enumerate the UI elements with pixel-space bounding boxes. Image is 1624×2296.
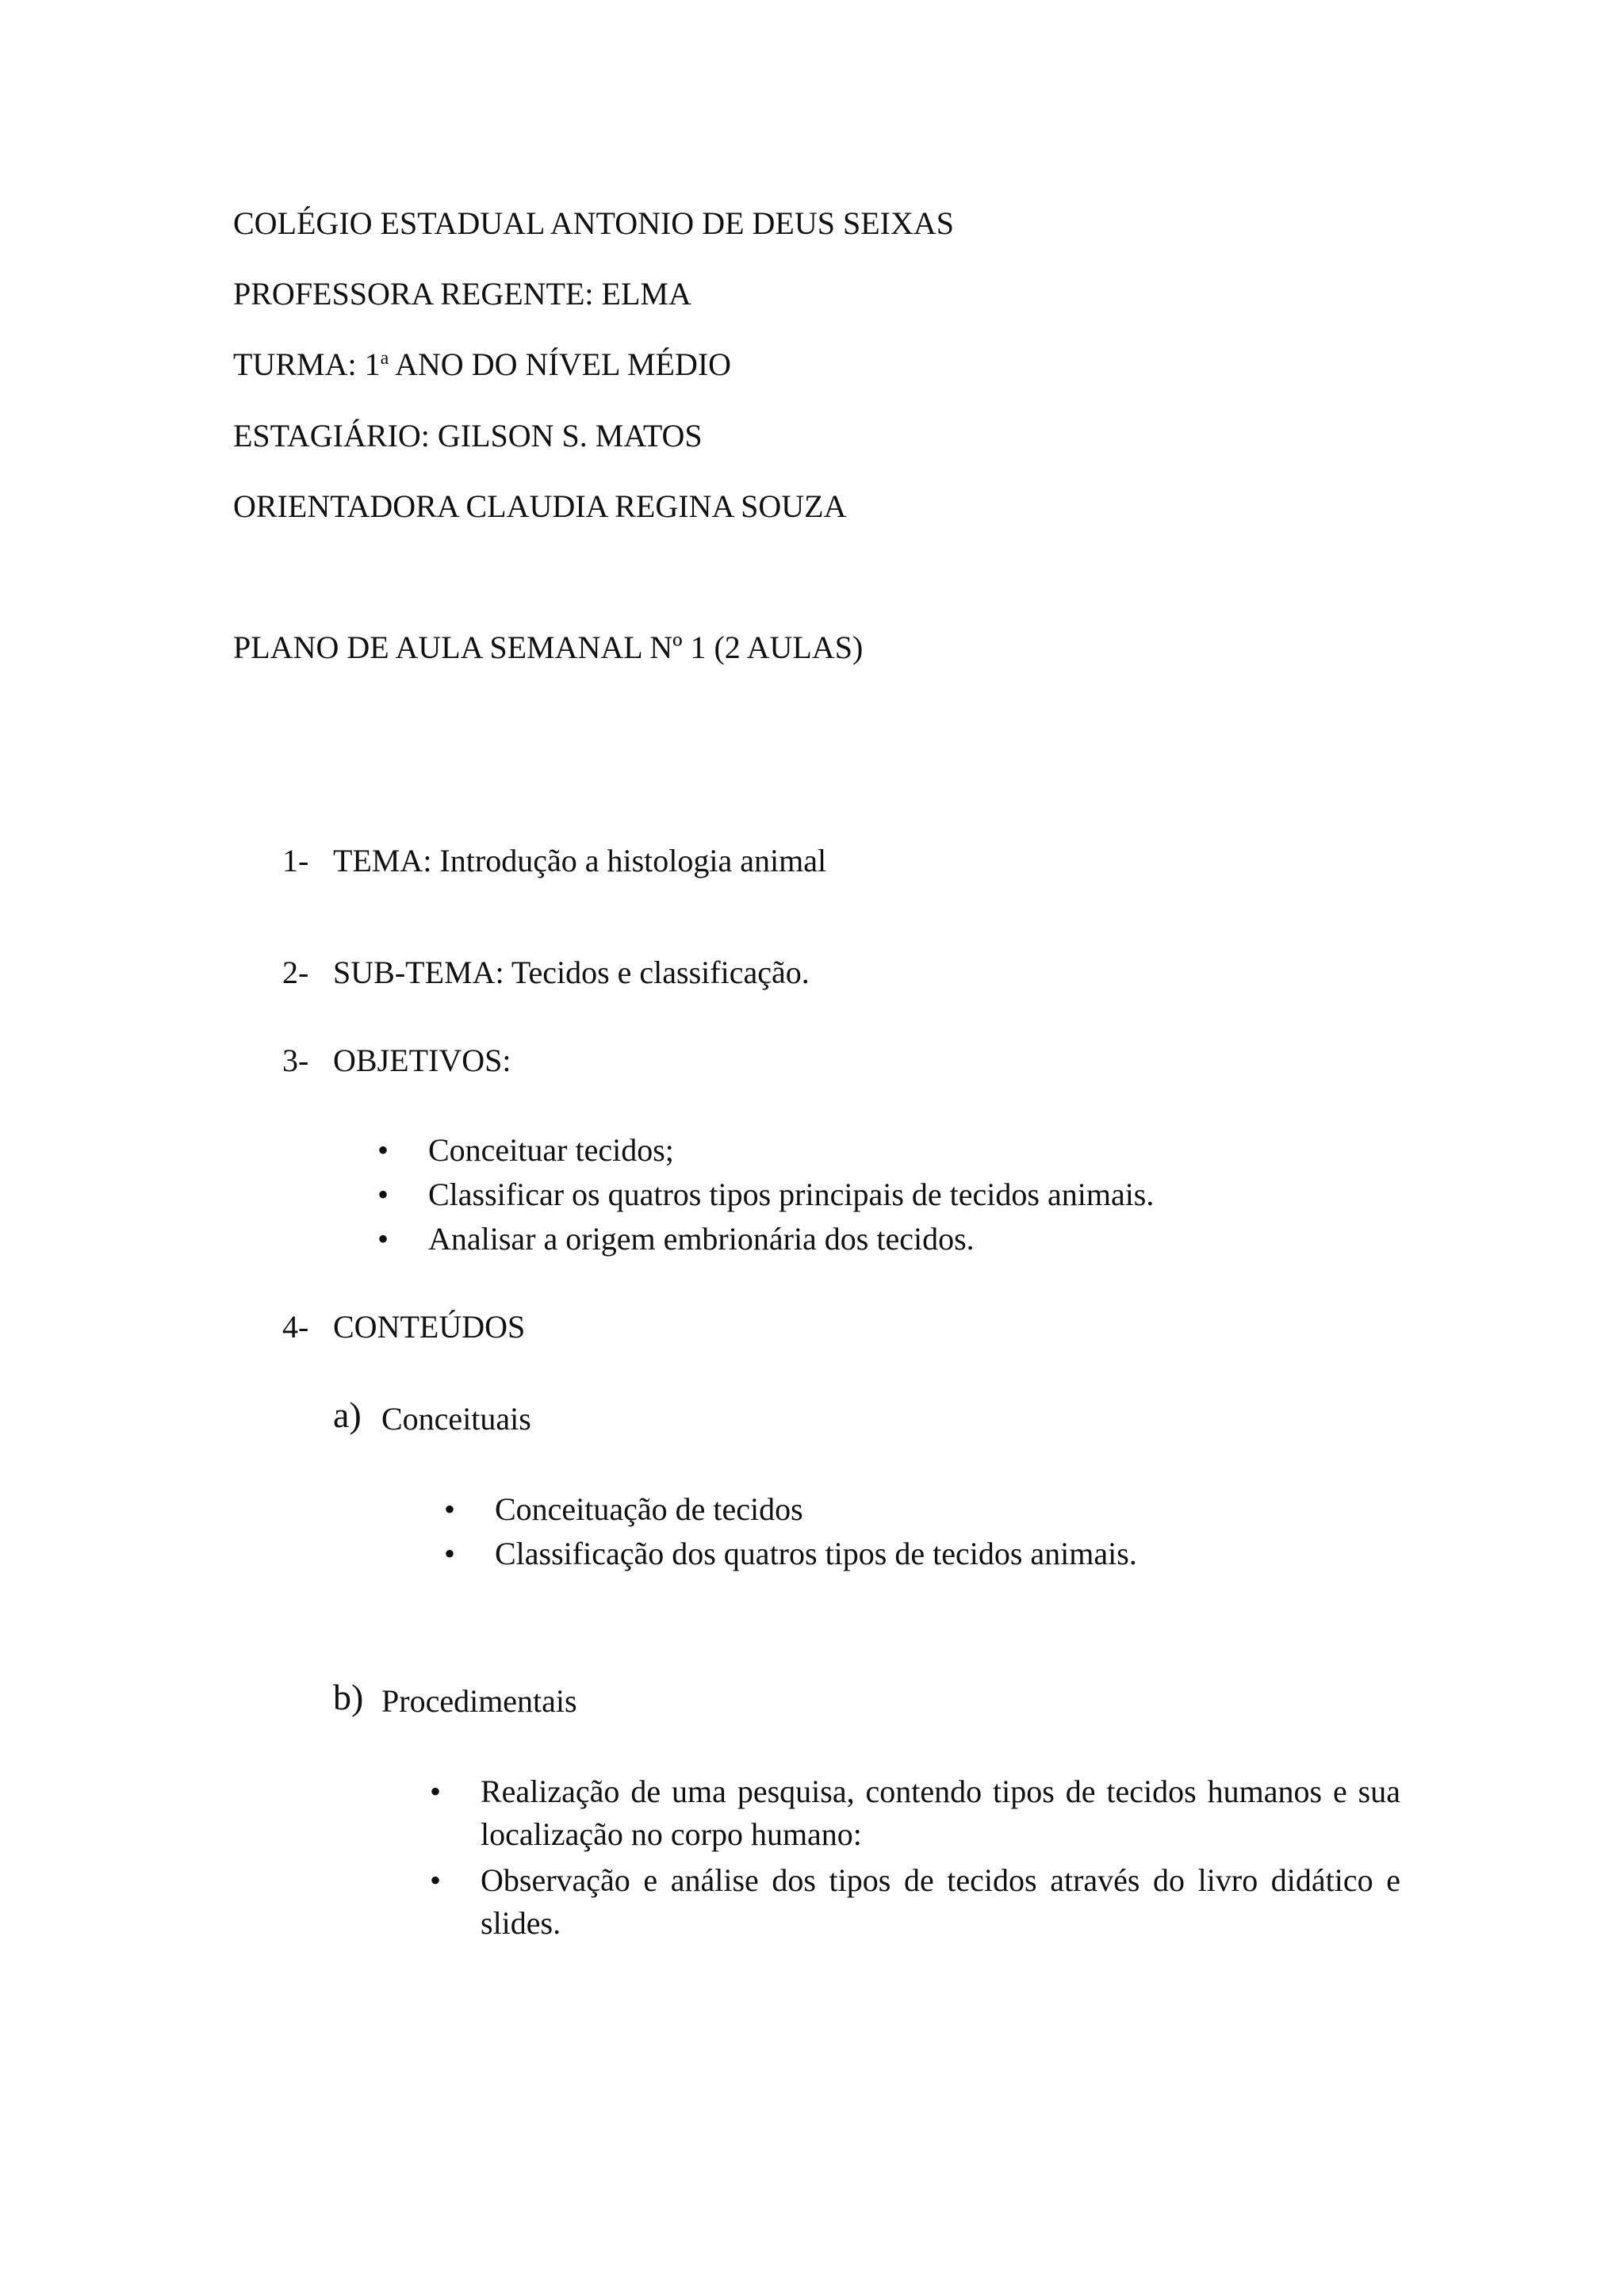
- section-1-theme: TEMA: Introdução a histologia animal: [333, 843, 827, 878]
- subsection-a-letter: a): [333, 1395, 362, 1435]
- objective-item: Analisar a origem embrionária dos tecidos.: [428, 1221, 975, 1257]
- plan-title: PLANO DE AULA SEMANAL Nº 1 (2 AULAS): [233, 629, 864, 665]
- school-name: COLÉGIO ESTADUAL ANTONIO DE DEUS SEIXAS: [233, 205, 954, 241]
- class-suffix: ANO DO NÍVEL MÉDIO: [389, 346, 732, 382]
- objective-item: Classificar os quatros tipos principais de tecidos animais.: [428, 1177, 1155, 1212]
- class-line: [233, 346, 732, 382]
- section-2-number: 2-: [282, 955, 309, 990]
- bullet-icon: [444, 1538, 455, 1570]
- bullet-icon: [377, 1135, 389, 1166]
- bullet-icon: [430, 1865, 441, 1896]
- bullet-icon: [377, 1179, 389, 1211]
- subsection-b-title: Procedimentais: [381, 1683, 577, 1719]
- section-3-number: 3-: [282, 1043, 309, 1078]
- intern-line: ESTAGIÁRIO: GILSON S. MATOS: [233, 418, 703, 453]
- section-1-number: 1-: [282, 843, 309, 878]
- conceptual-item: Conceituação de tecidos: [495, 1491, 803, 1527]
- objective-item: Conceituar tecidos;: [428, 1132, 674, 1168]
- class-superscript: a: [380, 348, 389, 369]
- subsection-b-letter: b): [333, 1677, 364, 1717]
- section-4-contents: CONTEÚDOS: [333, 1309, 526, 1345]
- procedural-item: Realização de uma pesquisa, contendo tipos de tecidos humanos e sua localização no corpo humano:: [481, 1774, 1400, 1852]
- advisor-line: ORIENTADORA CLAUDIA REGINA SOUZA: [233, 488, 847, 524]
- section-3-objectives: OBJETIVOS:: [333, 1043, 511, 1078]
- procedural-item: Observação e análise dos tipos de tecidos através do livro didático e slides.: [481, 1862, 1400, 1941]
- bullet-icon: [444, 1494, 455, 1525]
- teacher-line: PROFESSORA REGENTE: ELMA: [233, 276, 691, 312]
- section-4-number: 4-: [282, 1309, 309, 1345]
- subsection-a-title: Conceituais: [381, 1401, 531, 1437]
- section-2-subtheme: SUB-TEMA: Tecidos e classificação.: [333, 955, 810, 990]
- bullet-icon: [377, 1223, 389, 1255]
- class-prefix: TURMA: 1: [233, 346, 381, 382]
- bullet-icon: [430, 1776, 441, 1808]
- conceptual-item: Classificação dos quatros tipos de tecidos animais.: [495, 1536, 1137, 1571]
